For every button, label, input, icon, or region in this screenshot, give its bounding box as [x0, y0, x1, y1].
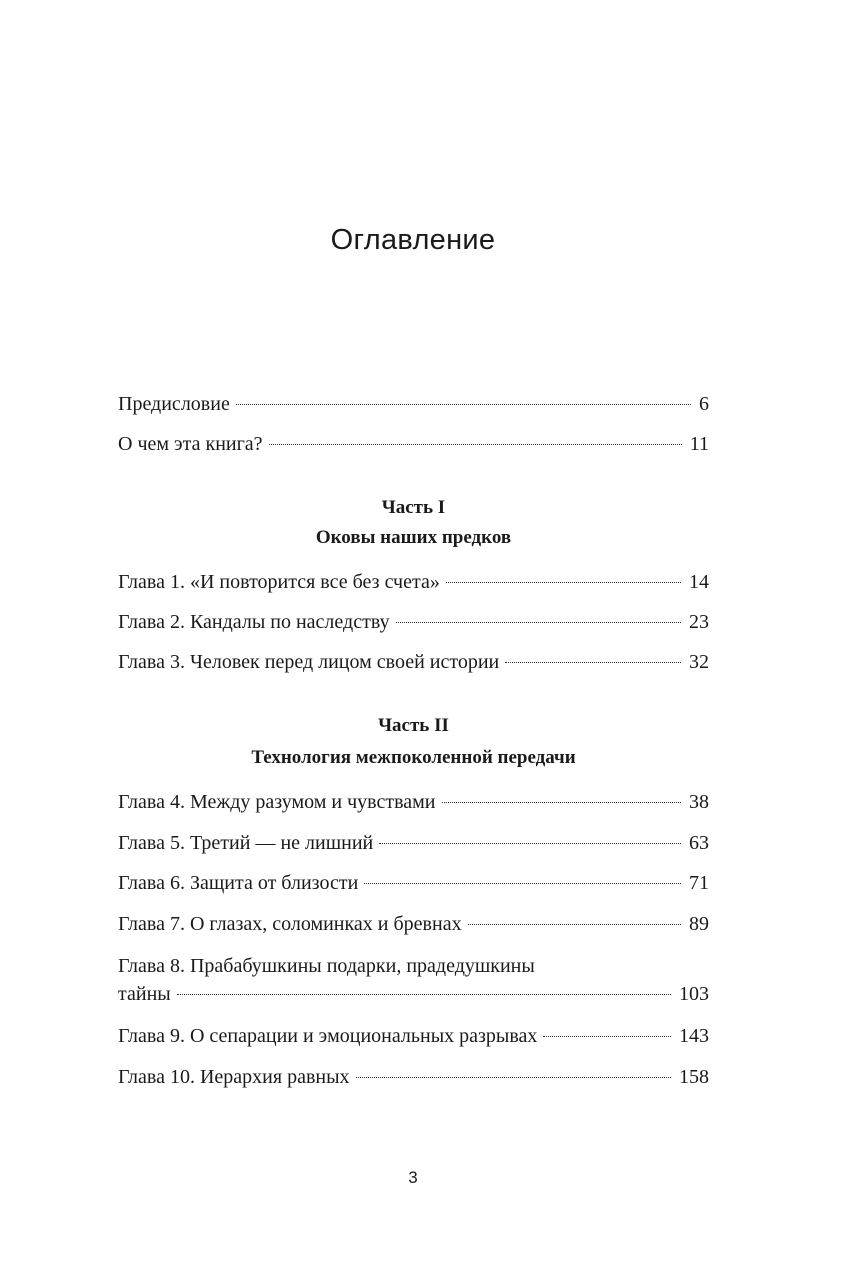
toc-entry-chapter[interactable] — [118, 790, 709, 818]
toc-entry-preface[interactable] — [118, 392, 709, 420]
toc-entry-page: 6 — [699, 393, 709, 415]
toc-entry-chapter[interactable] — [118, 570, 709, 598]
toc-entry-label: Глава 7. О глазах, соломинках и бревнах — [118, 913, 462, 935]
toc-entry-page: 63 — [689, 832, 709, 854]
dot-leader — [468, 924, 681, 925]
toc-entry-label: Глава 5. Третий — не лишний — [118, 832, 374, 854]
toc-entry-label: Предисловие — [118, 393, 230, 415]
toc-entry-about-book[interactable] — [118, 432, 709, 460]
toc-entry-page: 143 — [679, 1025, 709, 1047]
toc-entry-chapter[interactable] — [118, 1065, 709, 1093]
toc-entry-chapter[interactable] — [118, 912, 709, 940]
toc-entry-page: 11 — [689, 433, 709, 455]
toc-entry-chapter[interactable] — [118, 831, 709, 859]
part-number: Часть II — [378, 715, 449, 736]
toc-entry-page: 32 — [689, 651, 709, 673]
toc-entry-label: О чем эта книга? — [118, 433, 263, 455]
toc-entry-chapter[interactable] — [118, 1024, 709, 1052]
toc-entry-label: Глава 3. Человек перед лицом своей истории — [118, 651, 500, 673]
page-title: Оглавление — [330, 224, 496, 256]
toc-entry-page: 71 — [689, 872, 709, 894]
dot-leader — [269, 444, 682, 445]
part-title: Технология межпоколенной передачи — [251, 747, 576, 768]
toc-entry-page: 38 — [689, 791, 709, 813]
toc-entry-label: Глава 10. Иерархия равных — [118, 1066, 350, 1088]
toc-entry-page: 89 — [689, 913, 709, 935]
dot-leader — [396, 622, 681, 623]
dot-leader — [356, 1077, 671, 1078]
dot-leader — [364, 883, 681, 884]
toc-entry-label: Глава 6. Защита от близости — [118, 872, 359, 894]
dot-leader — [505, 662, 681, 663]
dot-leader — [543, 1036, 671, 1037]
toc-entry-label: Глава 1. «И повторится все без счета» — [118, 571, 440, 593]
toc-entry-chapter[interactable] — [118, 871, 709, 899]
toc-entry-page: 103 — [679, 983, 709, 1005]
dot-leader — [446, 582, 681, 583]
toc-entry-page: 158 — [679, 1066, 709, 1088]
toc-entry-chapter[interactable] — [118, 954, 709, 1010]
toc-entry-page: 14 — [689, 571, 709, 593]
dot-leader — [379, 843, 681, 844]
toc-entry-chapter[interactable] — [118, 650, 709, 678]
toc-entry-page: 23 — [689, 611, 709, 633]
toc-entry-chapter[interactable] — [118, 610, 709, 638]
part-number: Часть I — [381, 497, 446, 518]
dot-leader — [177, 994, 671, 995]
dot-leader — [236, 404, 691, 405]
toc-entry-label: Глава 8. Прабабушкины подарки, прадедушкины — [118, 955, 535, 977]
dot-leader — [442, 802, 681, 803]
part-title: Оковы наших предков — [315, 527, 512, 548]
toc-entry-label-continued: тайны — [118, 983, 171, 1005]
toc-entry-label: Глава 9. О сепарации и эмоциональных разрывах — [118, 1025, 538, 1047]
toc-entry-label: Глава 4. Между разумом и чувствами — [118, 791, 436, 813]
toc-entry-label: Глава 2. Кандалы по наследству — [118, 611, 390, 633]
page-number: 3 — [408, 1168, 418, 1187]
